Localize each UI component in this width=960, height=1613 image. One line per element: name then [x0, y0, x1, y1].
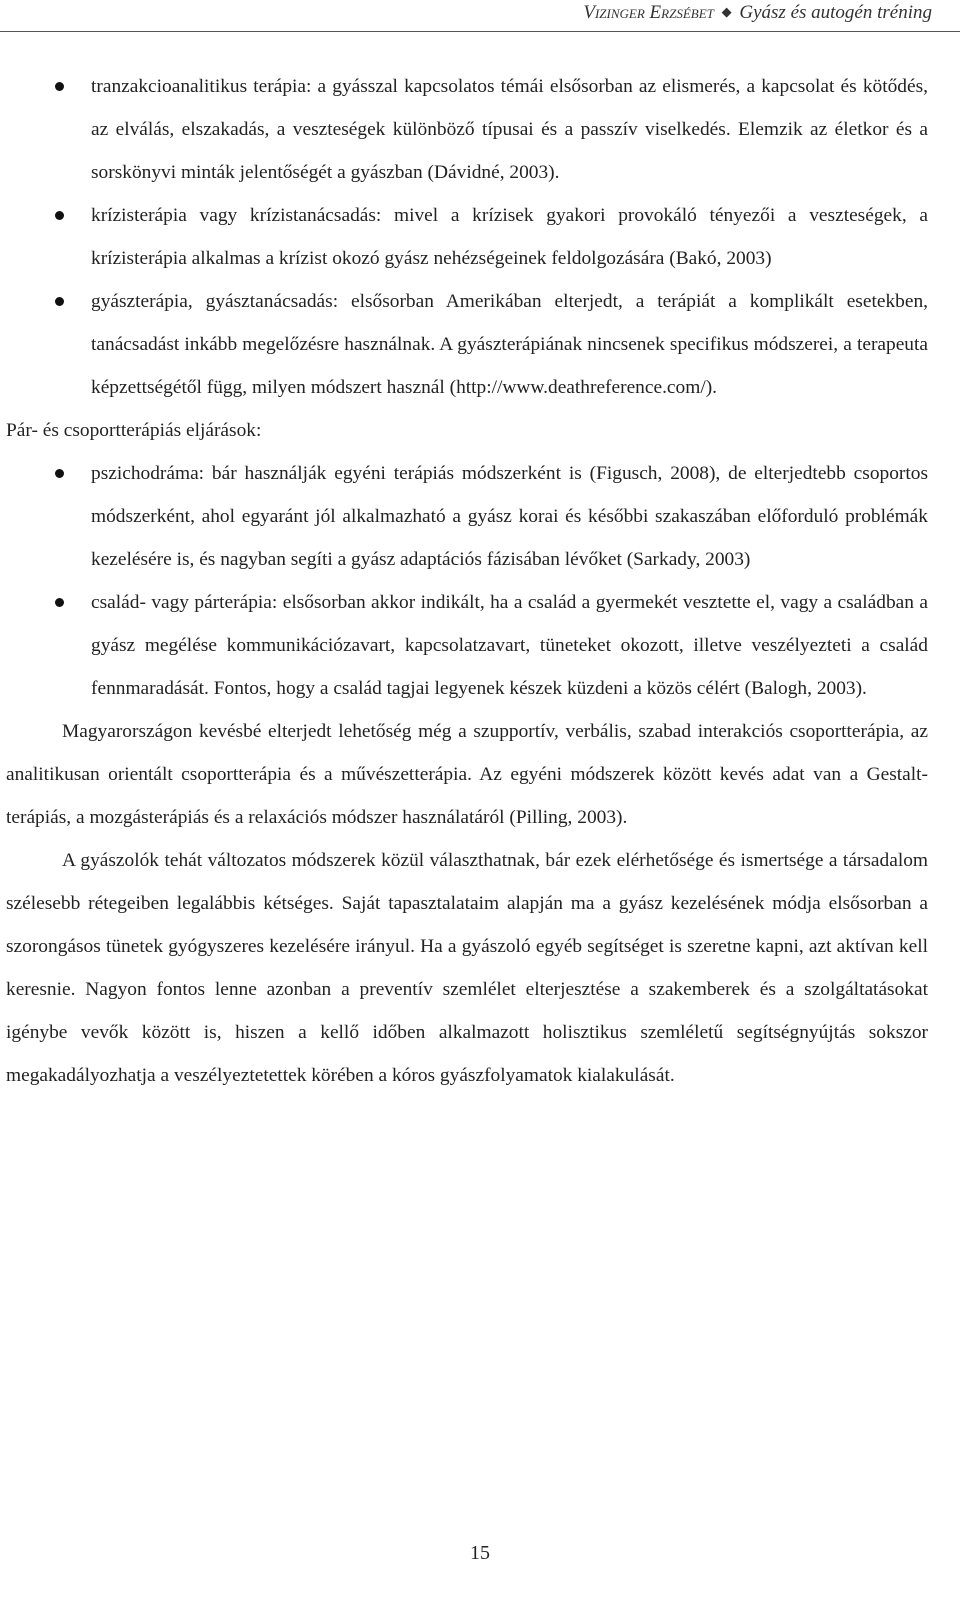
- bullet-item-transactional-analysis: [6, 65, 928, 194]
- section-heading: Pár- és csoportterápiás eljárások:: [6, 420, 262, 441]
- bullet-icon: [55, 82, 64, 91]
- body-paragraph: Magyarországon kevésbé elterjedt lehetőség még a szupportív, verbális, szabad interakciós csoportterápia, az analitikusan orientált csoportterápia és a művészetterápia. Az egyéni módszerek között kevés adat van a Gestalt-terápiás, a mozgásterápiás és a relaxációs módszer használatáról (Pilling, 2003).: [6, 721, 928, 828]
- running-header: [583, 0, 932, 30]
- header-divider: [0, 31, 960, 32]
- bullet-text: tranzakcioanalitikus terápia: a gyásszal kapcsolatos témái elsősorban az elismerés, a kapcsolat és kötődés, az elválás, elszakadás, a veszteségek különböző típusai és a passzív viselkedés. Elemzik az életkor és a sorskönyvi minták jelentőségét a gyászban (Dávidné, 2003).: [91, 76, 928, 183]
- bullet-text: család- vagy párterápia: elsősorban akkor indikált, ha a család a gyermekét vesztette el, vagy a családban a gyász megélése kommunikációzavart, kapcsolatzavart, tüneteket okozott, illetve veszélyezteti a család fennmaradását. Fontos, hogy a család tagjai legyenek készek küzdeni a közös célért (Balogh, 2003).: [91, 592, 928, 699]
- bullet-item-psychodrama: [6, 452, 928, 581]
- bullet-icon: [55, 469, 64, 478]
- bullet-icon: [55, 211, 64, 220]
- bullet-icon: [55, 297, 64, 306]
- bullet-text: pszichodráma: bár használják egyéni terápiás módszerként is (Figusch, 2008), de elterjedtebb csoportos módszerként, ahol egyaránt jól alkalmazható a gyász korai és későbbi szakaszában előforduló problémák kezelésére is, és nagyban segíti a gyász adaptációs fázisában lévőket (Sarkady, 2003): [91, 463, 928, 570]
- diamond-separator-icon: ◆: [721, 4, 732, 19]
- header-author: Vizinger Erzsébet: [583, 2, 714, 23]
- bullet-text: krízisterápia vagy krízistanácsadás: mivel a krízisek gyakori provokáló tényezői a veszteségek, a krízisterápia alkalmas a krízist okozó gyász nehézségeinek feldolgozására (Bakó, 2003): [91, 205, 928, 269]
- page-body: [6, 65, 928, 1097]
- page-number: 15: [470, 1542, 490, 1564]
- bullet-item-grief-therapy: [6, 280, 928, 409]
- bullet-item-crisis-therapy: [6, 194, 928, 280]
- bullet-icon: [55, 598, 64, 607]
- bullet-item-family-therapy: [6, 581, 928, 710]
- bullet-text: gyászterápia, gyásztanácsadás: elsősorban Amerikában elterjedt, a terápiát a komplikált esetekben, tanácsadást inkább megelőzésre használnak. A gyászterápiának nincsenek specifikus módszerei, a terapeuta képzettségétől függ, milyen módszert használ (http://www.deathreference.com/).: [91, 291, 928, 398]
- header-title: Gyász és autogén tréning: [739, 2, 932, 23]
- body-paragraph: A gyászolók tehát változatos módszerek közül választhatnak, bár ezek elérhetősége és ismertsége a társadalom szélesebb rétegeiben legalábbis kétséges. Saját tapasztalataim alapján ma a gyász kezelésének módja elsősorban a szorongásos tünetek gyógyszeres kezelésére irányul. Ha a gyászoló egyéb segítséget is szeretne kapni, azt aktívan kell keresnie. Nagyon fontos lenne azonban a preventív szemlélet elterjesztése a szakemberek és a szolgáltatásokat igénybe vevők között is, hiszen a kellő időben alkalmazott holisztikus szemléletű segítségnyújtás sokszor megakadályozhatja a veszélyeztetettek körében a kóros gyászfolyamatok kialakulását.: [6, 850, 928, 1086]
